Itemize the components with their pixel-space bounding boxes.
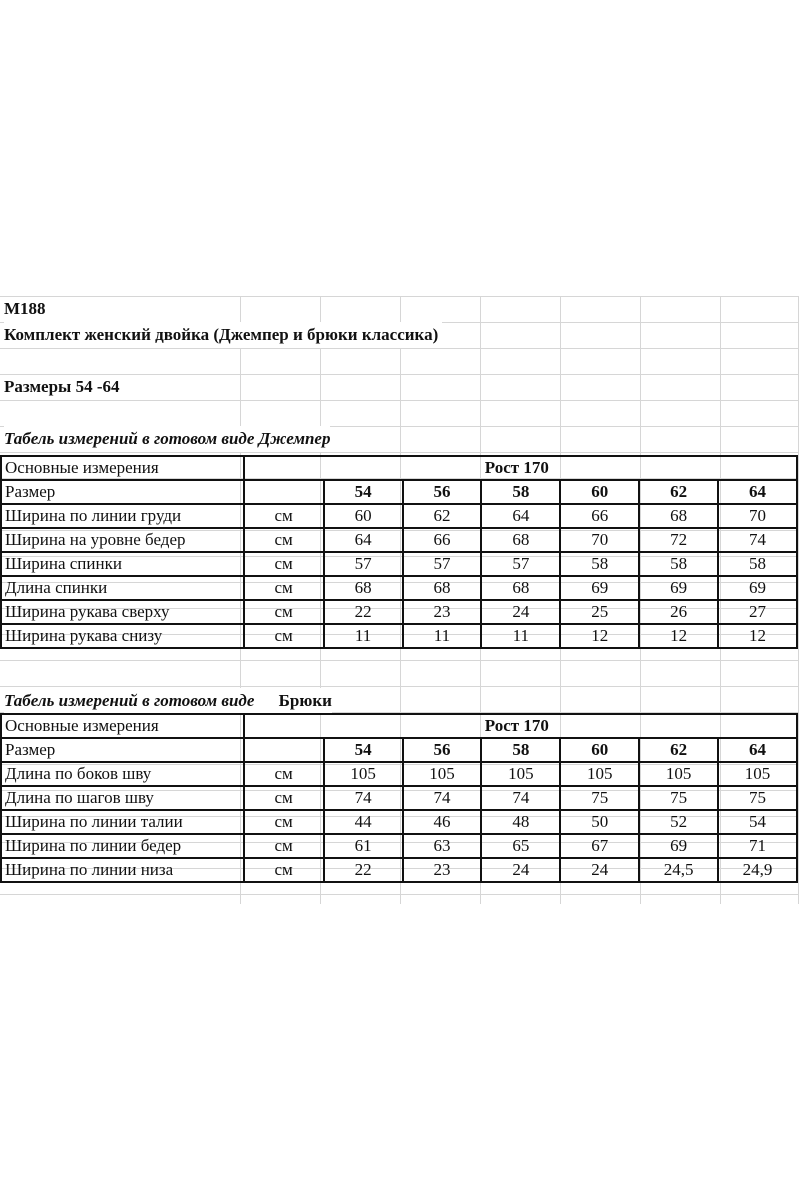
unit-cell-empty <box>244 480 324 504</box>
value-cell: 72 <box>639 528 718 552</box>
table-row <box>1 834 797 858</box>
pants-caption-text: Табель измерений в готовом виде <box>4 691 255 710</box>
value-cell: 74 <box>324 786 403 810</box>
gridline-horizontal <box>0 660 798 661</box>
gridline-horizontal <box>0 348 798 349</box>
size-header-cell: 54 <box>324 738 403 762</box>
size-header-cell: 60 <box>560 480 639 504</box>
value-cell: 44 <box>324 810 403 834</box>
value-cell: 58 <box>718 552 797 576</box>
table-row <box>1 600 797 624</box>
value-cell: 66 <box>403 528 482 552</box>
value-cell: 26 <box>639 600 718 624</box>
value-cell: 11 <box>403 624 482 648</box>
value-cell: 68 <box>639 504 718 528</box>
value-cell: 11 <box>481 624 560 648</box>
value-cell: 54 <box>718 810 797 834</box>
value-cell: 68 <box>481 528 560 552</box>
size-header-cell: 64 <box>718 480 797 504</box>
value-cell: 52 <box>639 810 718 834</box>
table-row <box>1 762 797 786</box>
pants-table-caption <box>4 688 332 714</box>
value-cell: 23 <box>403 600 482 624</box>
value-cell: 105 <box>560 762 639 786</box>
value-cell: 57 <box>481 552 560 576</box>
measurement-label: Ширина рукава снизу <box>1 624 244 648</box>
value-cell: 68 <box>403 576 482 600</box>
jumper-table-caption <box>4 426 330 452</box>
value-cell: 22 <box>324 858 403 882</box>
value-cell: 70 <box>560 528 639 552</box>
header-label: Основные измерения <box>1 714 244 738</box>
value-cell: 46 <box>403 810 482 834</box>
value-cell: 69 <box>560 576 639 600</box>
size-header-cell: 62 <box>639 738 718 762</box>
value-cell: 105 <box>403 762 482 786</box>
unit-cell: см <box>244 834 324 858</box>
gridline-horizontal <box>0 686 798 687</box>
value-cell: 66 <box>560 504 639 528</box>
value-cell: 74 <box>403 786 482 810</box>
value-cell: 69 <box>639 576 718 600</box>
size-header-cell: 58 <box>481 738 560 762</box>
value-cell: 23 <box>403 858 482 882</box>
gridline-horizontal <box>0 296 798 297</box>
value-cell: 75 <box>639 786 718 810</box>
value-cell: 24 <box>481 858 560 882</box>
unit-cell: см <box>244 624 324 648</box>
gridline-horizontal <box>0 400 798 401</box>
table-row <box>1 624 797 648</box>
value-cell: 22 <box>324 600 403 624</box>
table-row <box>1 504 797 528</box>
table-row <box>1 552 797 576</box>
measurement-label: Длина спинки <box>1 576 244 600</box>
value-cell: 62 <box>403 504 482 528</box>
value-cell: 105 <box>481 762 560 786</box>
measurement-label: Длина по боков шву <box>1 762 244 786</box>
measurement-label: Ширина по линии низа <box>1 858 244 882</box>
size-header-cell: 56 <box>403 480 482 504</box>
value-cell: 12 <box>639 624 718 648</box>
value-cell: 61 <box>324 834 403 858</box>
gridline-horizontal <box>0 374 798 375</box>
value-cell: 48 <box>481 810 560 834</box>
header-label: Основные измерения <box>1 456 244 480</box>
gridline-horizontal <box>0 894 798 895</box>
value-cell: 75 <box>718 786 797 810</box>
value-cell: 25 <box>560 600 639 624</box>
measurement-label: Ширина на уровне бедер <box>1 528 244 552</box>
table-row <box>1 858 797 882</box>
size-label: Размер <box>1 738 244 762</box>
value-cell: 63 <box>403 834 482 858</box>
value-cell: 74 <box>718 528 797 552</box>
table-row <box>1 528 797 552</box>
table-header-row <box>1 456 797 480</box>
gridline-vertical <box>798 296 799 904</box>
value-cell: 24 <box>560 858 639 882</box>
value-cell: 24,9 <box>718 858 797 882</box>
model-code: М188 <box>4 299 46 318</box>
value-cell: 68 <box>481 576 560 600</box>
pants-caption-suffix: Брюки <box>278 691 332 710</box>
table-row <box>1 786 797 810</box>
size-row <box>1 480 797 504</box>
unit-cell: см <box>244 762 324 786</box>
pants-measurement-table <box>0 713 798 883</box>
gridline-horizontal <box>0 452 798 453</box>
measurement-label: Ширина спинки <box>1 552 244 576</box>
value-cell: 12 <box>560 624 639 648</box>
unit-cell: см <box>244 552 324 576</box>
value-cell: 105 <box>718 762 797 786</box>
unit-cell: см <box>244 504 324 528</box>
value-cell: 24 <box>481 600 560 624</box>
size-row <box>1 738 797 762</box>
value-cell: 65 <box>481 834 560 858</box>
size-header-cell: 56 <box>403 738 482 762</box>
value-cell: 70 <box>718 504 797 528</box>
value-cell: 24,5 <box>639 858 718 882</box>
value-cell: 12 <box>718 624 797 648</box>
value-cell: 74 <box>481 786 560 810</box>
height-label: Рост 170 <box>244 714 797 738</box>
value-cell: 64 <box>481 504 560 528</box>
value-cell: 58 <box>560 552 639 576</box>
unit-cell: см <box>244 810 324 834</box>
unit-cell: см <box>244 858 324 882</box>
value-cell: 50 <box>560 810 639 834</box>
table-row <box>1 576 797 600</box>
unit-cell: см <box>244 528 324 552</box>
value-cell: 67 <box>560 834 639 858</box>
value-cell: 27 <box>718 600 797 624</box>
size-header-cell: 54 <box>324 480 403 504</box>
size-header-cell: 60 <box>560 738 639 762</box>
value-cell: 58 <box>639 552 718 576</box>
value-cell: 75 <box>560 786 639 810</box>
measurement-label: Ширина по линии бедер <box>1 834 244 858</box>
value-cell: 71 <box>718 834 797 858</box>
size-header-cell: 58 <box>481 480 560 504</box>
height-label: Рост 170 <box>244 456 797 480</box>
jumper-caption-text: Табель измерений в готовом виде Джемпер <box>4 429 331 448</box>
value-cell: 68 <box>324 576 403 600</box>
table-row <box>1 810 797 834</box>
value-cell: 57 <box>403 552 482 576</box>
size-label: Размер <box>1 480 244 504</box>
table-header-row <box>1 714 797 738</box>
value-cell: 105 <box>324 762 403 786</box>
unit-cell-empty <box>244 738 324 762</box>
value-cell: 69 <box>639 834 718 858</box>
unit-cell: см <box>244 576 324 600</box>
value-cell: 105 <box>639 762 718 786</box>
value-cell: 69 <box>718 576 797 600</box>
measurement-label: Ширина по линии груди <box>1 504 244 528</box>
size-header-cell: 62 <box>639 480 718 504</box>
unit-cell: см <box>244 600 324 624</box>
product-title: Комплект женский двойка (Джемпер и брюки классика) <box>4 322 442 348</box>
size-range: Размеры 54 -64 <box>4 377 120 396</box>
value-cell: 57 <box>324 552 403 576</box>
value-cell: 60 <box>324 504 403 528</box>
measurement-label: Длина по шагов шву <box>1 786 244 810</box>
unit-cell: см <box>244 786 324 810</box>
value-cell: 11 <box>324 624 403 648</box>
size-header-cell: 64 <box>718 738 797 762</box>
value-cell: 64 <box>324 528 403 552</box>
jumper-measurement-table <box>0 455 798 649</box>
measurement-label: Ширина рукава сверху <box>1 600 244 624</box>
measurement-label: Ширина по линии талии <box>1 810 244 834</box>
